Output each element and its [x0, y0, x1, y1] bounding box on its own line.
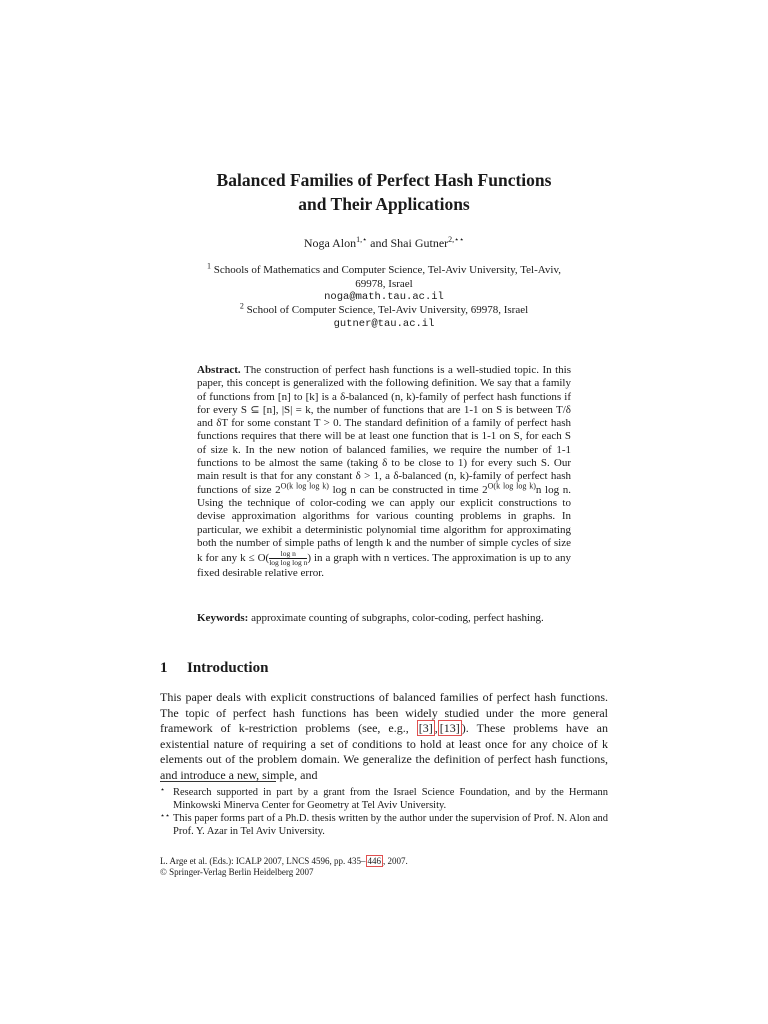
abstract-text: . Using the technique of color-coding we can apply our explicit constructions to devise approximation algorithms for various counting problems in graphs. In particular, we exhibit a deterministic polynomial time algorithm for approximating both the number of simple paths of length k and the number of simple cycles of size k for any k ≤ O( — [197, 483, 572, 565]
keywords-label: Keywords: — [197, 612, 249, 624]
abstract — [197, 364, 571, 580]
title-line-2: and Their Applications — [298, 194, 470, 214]
affiliation-2 — [170, 301, 598, 331]
affiliation-text: 69978, Israel — [355, 277, 413, 290]
paper-title — [150, 168, 618, 216]
math-time-base: 2 — [482, 483, 488, 496]
copyright-line: © Springer-Verlag Berlin Heidelberg 2007 — [160, 867, 314, 877]
math-size-tail: log n — [328, 483, 356, 496]
citation-separator: , — [434, 721, 438, 736]
affiliation-text: Schools of Mathematics and Computer Science, Tel-Aviv University, Tel-Aviv, — [213, 264, 561, 276]
section-title: Introduction — [187, 660, 269, 676]
fraction-numerator: log n — [269, 550, 307, 559]
footnote — [160, 786, 608, 812]
affiliation-text: School of Computer Science, Tel-Aviv University, 69978, Israel — [246, 304, 529, 316]
abstract-text: ) in a graph with n vertices. The approximation is up to any fixed desirable relative error. — [197, 552, 571, 580]
page-link[interactable]: 446 — [367, 856, 381, 866]
affiliation-email[interactable]: noga@math.tau.ac.il — [324, 291, 444, 303]
author-marks: 2,⋆⋆ — [448, 235, 465, 244]
footnote — [160, 812, 608, 838]
section-number: 1 — [160, 660, 168, 676]
pubinfo-text: L. Arge et al. (Eds.): ICALP 2007, LNCS 4596, pp. 435– — [160, 856, 366, 866]
author-name: Noga Alon — [303, 236, 357, 250]
pubinfo-text: , 2007. — [383, 856, 408, 866]
fraction-denominator: log log log n — [269, 558, 308, 568]
abstract-text: The construction of perfect hash functions is a well-studied topic. In this paper, this concept is generalized with the following definition. We say that a family of functions from [n] to [k] is a δ-balanced (n, k)-family of perfect hash functions if for every S ⊆ [n], |S| = k, the number of functions that are 1-1 on S is between T/δ and δT for some constant T > 0. The standard definition of a family of perfect hash functions requires that there will be at least one function that is 1-1 on S, for each S of size k. In the new notion of balanced families, we require the number of 1-1 functions to be almost the same (taking δ to be close to 1) for every such S. Our main result is that for any constant δ > 1, a δ-balanced (n, k)-family of perfect hash functions of size — [197, 364, 571, 496]
intro-paragraph — [160, 690, 608, 784]
citation-link[interactable]: [13] — [439, 721, 460, 736]
affiliation-1 — [170, 261, 598, 305]
keywords-text: approximate counting of subgraphs, color-coding, perfect hashing. — [251, 612, 544, 624]
citation-link[interactable]: [3] — [418, 721, 433, 736]
footnote-rule — [160, 781, 276, 782]
footnote-text: This paper forms part of a Ph.D. thesis written by the author under the supervision of Prof. N. Alon and Prof. Y. Azar in Tel Aviv University. — [173, 813, 608, 837]
footnote-mark: ⋆⋆ — [160, 811, 171, 820]
math-fraction — [269, 550, 307, 567]
author-name: Shai Gutner — [390, 236, 449, 250]
intro-text: This paper deals with explicit constructions of balanced families of perfect hash functions. The topic of perfect hash functions has been widely studied under the more general framework of k-restriction problems (see, e.g., — [160, 690, 608, 736]
math-time-tail: n log n — [535, 483, 569, 496]
section-heading — [160, 660, 268, 677]
footnotes — [160, 786, 608, 838]
keywords — [197, 612, 571, 625]
footnote-text: Research supported in part by a grant from the Israel Science Foundation, and by the Hermann Minkowski Minerva Center for Geometry at Tel Aviv University. — [173, 787, 608, 811]
author-list — [150, 236, 618, 251]
footnote-mark: ⋆ — [160, 785, 166, 794]
affiliation-email[interactable]: gutner@tau.ac.il — [333, 317, 435, 330]
math-size-exponent: O(k log log k) — [280, 481, 329, 491]
abstract-label: Abstract. — [197, 364, 241, 376]
publication-info — [160, 856, 608, 878]
intro-text: ). These problems have an existential nature of requiring a set of conditions to hold at least once for any choice of k elements out of the problem domain. We generalize the definition of perfect hash functions, and introduce a new, simple, and — [160, 721, 608, 782]
affiliation-number: 1 — [207, 261, 211, 271]
author-connector: and — [370, 236, 388, 250]
abstract-text: can be constructed in time — [359, 483, 479, 496]
math-time-exponent: O(k log log k) — [487, 481, 536, 491]
author-marks: 1,⋆ — [356, 235, 368, 244]
title-line-1: Balanced Families of Perfect Hash Functions — [216, 170, 552, 190]
math-size-base: 2 — [275, 483, 281, 496]
affiliation-number: 2 — [239, 301, 244, 311]
